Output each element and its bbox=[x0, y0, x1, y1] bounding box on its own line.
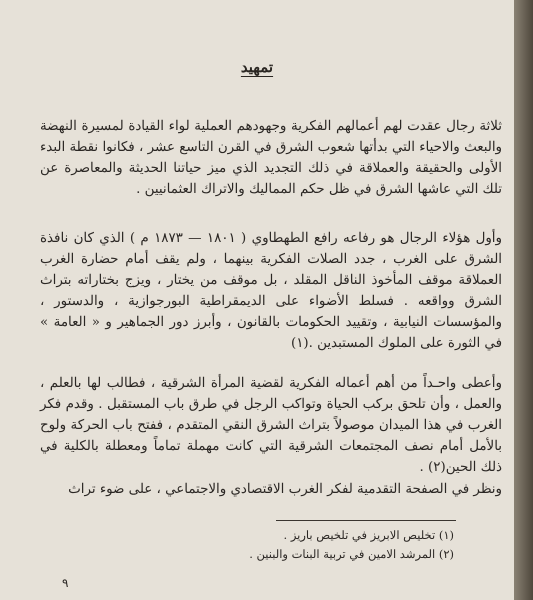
footnote-2: (٢) المرشد الامين في تربية البنات والبنين . bbox=[249, 547, 454, 561]
page-number: ٩ bbox=[62, 576, 69, 590]
footnote-divider bbox=[276, 520, 456, 521]
footnote-1: (١) تخليص الابريز في تلخيص باريز . bbox=[283, 528, 454, 542]
paragraph-3: وأعطى واحـداً من أهم أعماله الفكرية لقضية المرأة الشرقية ، فطالب لها بالعلم ، والعمل ، وأن تلحق بركب الحياة وتواكب الرجل في طرق باب المستقبل . وقدم فكر الغرب في هذا الميدان موصولاً بتراث الشرق النقي المتقدم ، ففتح باب الحركة ولوح بالأمل أمام نصف المجتمعات الشرقية التي كانت مهملة تماماً ومعطلة بالكلية في ذلك الحين(٢) . bbox=[40, 376, 502, 475]
paragraph-4: ونظر في الصفحة التقدمية لفكر الغرب الاقتصادي والاجتماعي ، على ضوء تراث bbox=[68, 482, 502, 497]
paragraph-1: ثلاثة رجال عقدت لهم أعمالهم الفكرية وجهودهم العملية لواء القيادة لمسيرة النهضة والبعث والاحياء التي بدأتها شعوب الشرق في القرن التاسع عشر ، فكانوا نقطة البدء الأولى والحقيقة والعملاقة في ذلك التجديد الذي ميز حياتنا الحديثة والمعاصرة عن تلك التي عاشها الشرق في ظل حكم المماليك والاتراك العثمانيين . bbox=[40, 119, 502, 197]
paragraph-2: وأول هؤلاء الرجال هو رفاعه رافع الطهطاوي ( ١٨٠١ — ١٨٧٣ م ) الذي كان نافذة الشرق على الغرب ، جدد الصلات الفكرية بينهما ، ولم يقف أمام حضارة الغرب العملاقة موقف المأخوذ الناقل المقلد ، بل موقف من يختار ، ويزج بختاراته بتراث الشرق وواقعه . فسلط الأضواء على الديمقراطية البورجوازية ، والدستور ، والمؤسسات النيابية ، وتقييد الحكومات بالقانون ، وأبرز دور الجماهير و « العامة » في الثورة على الملوك المستبدين .(١) bbox=[40, 231, 502, 351]
book-spine-edge bbox=[514, 0, 533, 600]
page-title: تمهيد bbox=[240, 58, 274, 76]
